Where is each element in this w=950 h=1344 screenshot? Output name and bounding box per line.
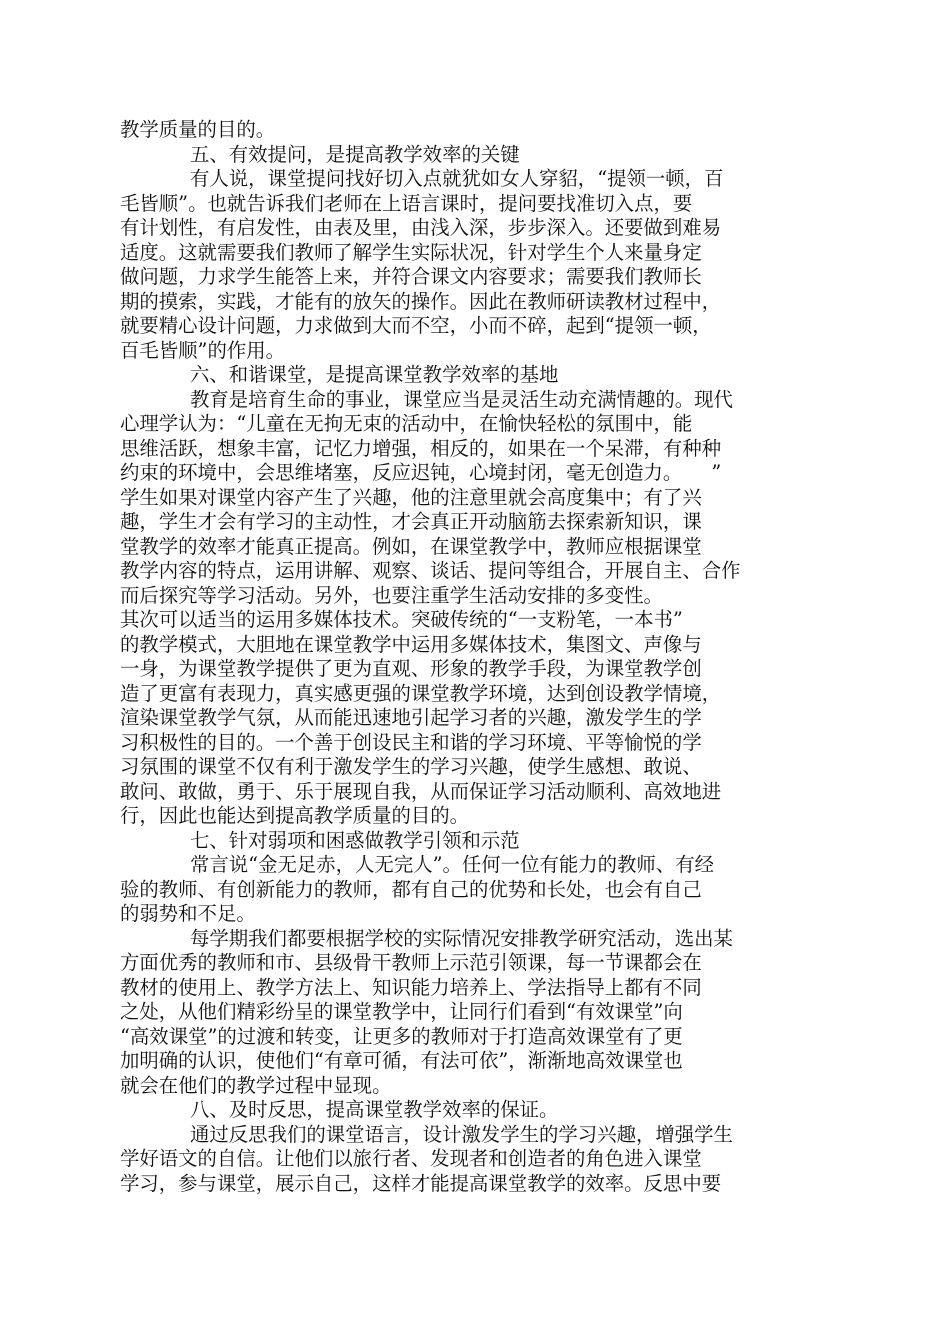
text-line: 教学内容的特点，运用讲解、观察、谈话、提问等组合，开展自主、合作 xyxy=(120,559,741,582)
text-line: 方面优秀的教师和市、县级骨干教师上示范引领课，每一节课都会在 xyxy=(120,951,702,974)
text-line: 造了更富有表现力，真实感更强的课堂教学环境，达到创设教学情境， xyxy=(120,681,722,705)
text-line: 有计划性，有启发性，由表及里，由浅入深，步步深入。还要做到难易 xyxy=(120,216,722,239)
text-line: 约束的环境中，会思维堵塞，反应迟钝，心境封闭，毫无创造力。 ” xyxy=(120,461,722,484)
text-line: 心理学认为：“儿童在无拘无束的活动中，在愉快轻松的氛围中，能 xyxy=(120,412,693,435)
text-line: 做问题，力求学生能答上来，并符合课文内容要求；需要我们教师长 xyxy=(120,265,702,288)
text-line: 学好语文的自信。让他们以旅行者、发现者和创造者的角色进入课堂 xyxy=(120,1147,702,1170)
text-line: 学习，参与课堂，展示自己，这样才能提高课堂教学的效率。反思中要 xyxy=(120,1171,722,1195)
text-line: 七、针对弱项和困惑做教学引领和示范 xyxy=(190,828,520,852)
text-line: 百毛皆顺”的作用。 xyxy=(120,338,286,362)
text-line: 教育是培育生命的事业，课堂应当是灵活生动充满情趣的。现代 xyxy=(190,387,733,411)
text-line: 通过反思我们的课堂语言，设计激发学生的学习兴趣，增强学生 xyxy=(190,1122,733,1146)
text-line: 每学期我们都要根据学校的实际情况安排教学研究活动，选出某 xyxy=(190,926,733,950)
text-line: 八、及时反思，提高课堂教学效率的保证。 xyxy=(190,1098,559,1121)
text-line: 思维活跃，想象丰富，记忆力增强，相反的，如果在一个呆滞，有种种 xyxy=(120,436,722,460)
text-line: 其次可以适当的运用多媒体技术。突破传统的“一支粉笔，一本书” xyxy=(120,608,683,631)
text-line: 敢问、敢做，勇于、乐于展现自我，从而保证学习活动顺利、高效地进 xyxy=(120,779,722,803)
text-line: 之处，从他们精彩纷呈的课堂教学中，让同行们看到“有效课堂”向 xyxy=(120,1000,683,1023)
text-line: 就要精心设计问题，力求做到大而不空，小而不碎，起到“提领一顿， xyxy=(120,314,712,337)
text-line: 渲染课堂教学气氛，从而能迅速地引起学习者的兴趣，激发学生的学 xyxy=(120,706,702,729)
text-line: 的教学模式，大胆地在课堂教学中运用多媒体技术，集图文、声像与 xyxy=(120,632,702,656)
text-line: 一身，为课堂教学提供了更为直观、形象的教学手段，为课堂教学创 xyxy=(120,657,702,680)
text-line: 的弱势和不足。 xyxy=(120,902,256,925)
text-line: 毛皆顺”。也就告诉我们老师在上语言课时，提问要找准切入点，要 xyxy=(120,191,693,215)
text-line: 习积极性的目的。一个善于创设民主和谐的学习环境、平等愉悦的学 xyxy=(120,730,702,754)
text-line: 教学质量的目的。 xyxy=(120,118,276,141)
text-line: 学生如果对课堂内容产生了兴趣，他的注意里就会高度集中；有了兴 xyxy=(120,485,702,509)
text-line: “高效课堂”的过渡和转变，让更多的教师对于打造高效课堂有了更 xyxy=(120,1024,683,1048)
text-line: 五、有效提问，是提高教学效率的关键 xyxy=(190,142,520,166)
text-line: 适度。这就需要我们教师了解学生实际状况，针对学生个人来量身定 xyxy=(120,240,702,264)
text-line: 趣，学生才会有学习的主动性，才会真正开动脑筋去探索新知识，课 xyxy=(120,510,702,533)
text-line: 习氛围的课堂不仅有利于激发学生的学习兴趣，使学生感想、敢说、 xyxy=(120,755,702,778)
text-line: 教材的使用上、教学方法上、知识能力培养上、学法指导上都有不同 xyxy=(120,975,702,999)
text-line: 而后探究等学习活动。另外，也要注重学生活动安排的多变性。 xyxy=(120,583,663,607)
text-line: 就会在他们的教学过程中显现。 xyxy=(120,1073,392,1097)
text-line: 堂教学的效率才能真正提高。例如，在课堂教学中，教师应根据课堂 xyxy=(120,534,702,558)
text-line: 六、和谐课堂，是提高课堂教学效率的基地 xyxy=(190,363,559,386)
text-line: 行，因此也能达到提高教学质量的目的。 xyxy=(120,804,470,827)
text-line: 有人说，课堂提问找好切入点就犹如女人穿貂，“提领一顿，百 xyxy=(190,167,724,190)
text-line: 验的教师、有创新能力的教师，都有自己的优势和长处，也会有自己 xyxy=(120,877,702,901)
text-line: 期的摸索，实践，才能有的放矢的操作。因此在教师研读教材过程中， xyxy=(120,289,722,313)
text-line: 常言说“金无足赤，人无完人”。任何一位有能力的教师、有经 xyxy=(190,853,714,876)
text-line: 加明确的认识，使他们“有章可循，有法可依”，渐渐地高效课堂也 xyxy=(120,1049,683,1072)
document-page xyxy=(120,118,820,1196)
